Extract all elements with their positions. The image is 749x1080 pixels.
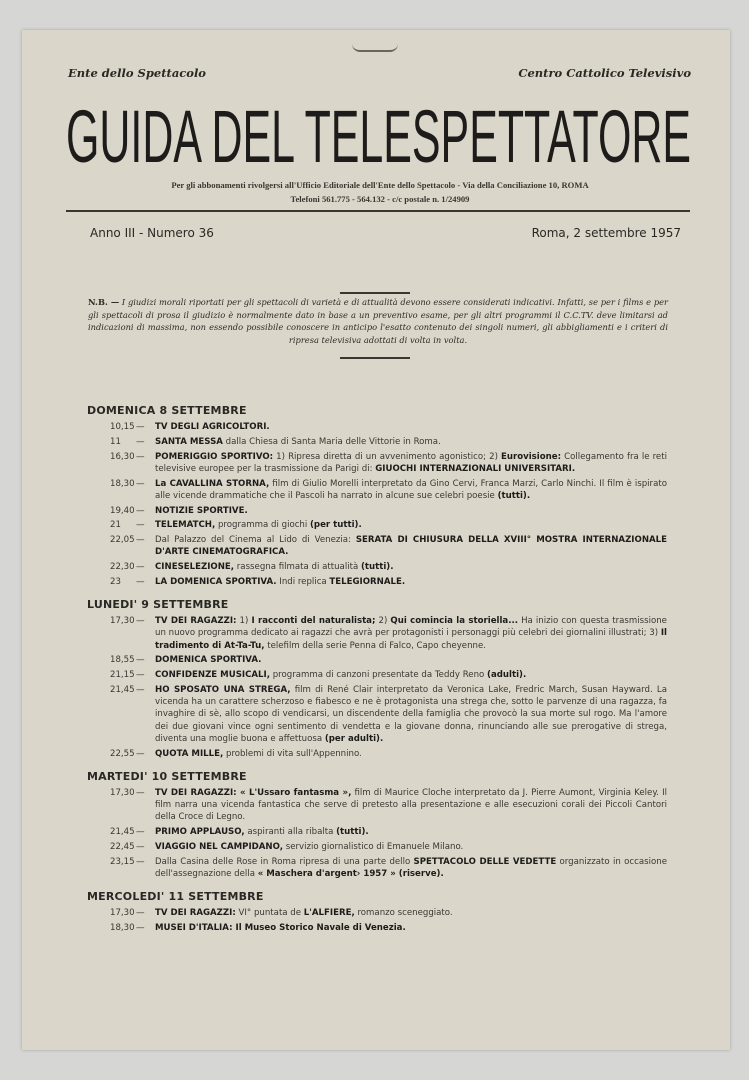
entry-text: Ha inizio con questa trasmissione un nuovo programma dedicato ai ragazzi che avrà per protagonisti i personaggi più celebri dei giornalini illustrati; 3) bbox=[155, 616, 667, 639]
entry-text: Indi replica bbox=[276, 576, 330, 587]
issue-date: Roma, 2 settembre 1957 bbox=[531, 226, 681, 240]
entry-dash: — bbox=[136, 655, 145, 666]
entry-text: Dalla Casina delle Rose in Roma ripresa di una parte dello bbox=[155, 856, 414, 867]
entry-dash: — bbox=[136, 422, 145, 432]
day-heading: MERCOLEDI' 11 SETTEMBRE bbox=[87, 890, 264, 903]
entry-text: telefilm della serie Penna di Falco, Capo cheyenne. bbox=[264, 640, 486, 651]
entry-text: programma di canzoni presentate da Teddy Reno bbox=[269, 670, 488, 681]
entry-time: 21,45 bbox=[110, 684, 135, 695]
entry-dash: — bbox=[136, 787, 145, 798]
entry-time: 21 bbox=[110, 520, 121, 531]
header-rule bbox=[66, 210, 690, 212]
program-schedule bbox=[87, 404, 667, 937]
entry-dash: — bbox=[136, 535, 145, 546]
entry-dash: — bbox=[136, 922, 145, 933]
entry-time: 23 bbox=[110, 576, 121, 587]
schedule-entry bbox=[87, 856, 667, 880]
entry-dash: — bbox=[136, 684, 145, 695]
entry-dash: — bbox=[136, 520, 145, 531]
schedule-entry bbox=[87, 534, 667, 558]
entry-dash: — bbox=[136, 436, 145, 447]
entry-bold-text: LA DOMENICA SPORTIVA. bbox=[155, 576, 277, 587]
schedule-entry bbox=[87, 669, 667, 681]
entry-time: 22,30 bbox=[110, 562, 135, 573]
entry-dash: — bbox=[136, 451, 145, 462]
entry-time: 17,30 bbox=[110, 908, 135, 918]
entry-bold-text: GIUOCHI INTERNAZIONALI UNIVERSITARI. bbox=[375, 463, 576, 474]
day-heading: LUNEDI' 9 SETTEMBRE bbox=[87, 598, 229, 612]
schedule-entry bbox=[87, 748, 667, 760]
schedule-entry bbox=[87, 826, 667, 838]
entry-text: problemi di vita sull'Appennino. bbox=[223, 748, 362, 759]
entry-bold-text: TV DEI RAGAZZI: bbox=[155, 908, 236, 918]
day-heading: MARTEDI' 10 SETTEMBRE bbox=[87, 769, 247, 783]
entry-description bbox=[155, 841, 667, 853]
entry-dash: — bbox=[136, 748, 145, 759]
entry-text: Dal Palazzo del Cinema al Lido di Venezia: bbox=[155, 535, 356, 546]
nota-bene bbox=[88, 296, 668, 346]
entry-dash: — bbox=[136, 616, 145, 627]
entry-bold-text: TELEMATCH, bbox=[155, 520, 216, 531]
entry-description bbox=[155, 519, 667, 531]
schedule-entry bbox=[87, 615, 667, 652]
entry-text: 1) bbox=[236, 616, 252, 627]
entry-bold-text: « Maschera d'argent› 1957 » (riserve). bbox=[257, 868, 444, 879]
entry-description bbox=[155, 505, 667, 517]
entry-description bbox=[155, 922, 667, 934]
entry-text: servizio giornalistico di Emanuele Milano. bbox=[283, 841, 464, 852]
entry-time: 22,45 bbox=[110, 841, 135, 852]
entry-dash: — bbox=[136, 856, 145, 867]
entry-description bbox=[155, 615, 667, 652]
entry-bold-text: TV DEGLI AGRICOLTORI. bbox=[155, 422, 270, 432]
entry-time: 17,30 bbox=[110, 787, 135, 798]
entry-time: 18,30 bbox=[110, 478, 135, 489]
entry-time: 10,15 bbox=[110, 422, 135, 432]
entry-bold-text: (per adulti). bbox=[324, 733, 384, 744]
publisher-right: Centro Cattolico Televisivo bbox=[518, 66, 691, 80]
entry-bold-text: (per tutti). bbox=[310, 520, 362, 531]
contact-info: Telefoni 561.775 - 564.132 - c/c postale n. 1/24909 bbox=[290, 194, 470, 204]
entry-time: 21,15 bbox=[110, 670, 135, 681]
day-heading: DOMENICA 8 SETTEMBRE bbox=[87, 404, 247, 417]
entry-description bbox=[155, 478, 667, 502]
entry-text: Collegamento fra le reti televisive europee per la trasmissione da Parigi di: bbox=[155, 451, 667, 474]
entry-time: 23,15 bbox=[110, 856, 135, 867]
entry-description bbox=[155, 684, 667, 745]
schedule-entry bbox=[87, 436, 667, 448]
entry-time: 11 bbox=[110, 436, 121, 447]
entry-dash: — bbox=[136, 576, 145, 587]
divider-bottom bbox=[340, 357, 410, 359]
issue-number: Anno III - Numero 36 bbox=[90, 226, 214, 240]
nb-text: I giudizi morali riportati per gli spettacoli di varietà e di attualità devono essere considerati indicativi. Infatti, se per i films e per gli spettacoli di prosa il giudizio è normalmente dato in base a un preventivo esame, per gli altri programmi il C.C.TV. deve limitarsi ad indicazioni di massima, non essendo possibile conoscere in anticipo l'esatto contenuto dei singoli numeri, gli abbigliamenti e i criteri di ripresa televisiva adottati di volta in volta. bbox=[88, 297, 669, 345]
entry-time: 19,40 bbox=[110, 505, 135, 516]
entry-text: film di Giulio Morelli interpretato da Gino Cervi, Franca Marzi, Carlo Ninchi. Il film è ispirato alle vicende drammatiche che il Pascoli ha narrato in alcune sue celebri poesie bbox=[155, 478, 667, 501]
entry-text: 2) bbox=[375, 616, 391, 627]
schedule-entry bbox=[87, 561, 667, 573]
entry-time: 17,30 bbox=[110, 616, 135, 627]
entry-text: romanzo sceneggiato. bbox=[354, 908, 453, 918]
entry-bold-text: TELEGIORNALE. bbox=[329, 576, 406, 587]
entry-time: 18,30 bbox=[110, 922, 135, 933]
entry-text: aspiranti alla ribalta bbox=[244, 827, 337, 837]
entry-text: 1) Ripresa diretta di un avvenimento agonistico; 2) bbox=[273, 451, 501, 462]
entry-bold-text: Il tradimento di At-Ta-Tu, bbox=[155, 628, 667, 651]
entry-bold-text: CINESELEZIONE, bbox=[155, 562, 235, 573]
masthead-title bbox=[64, 90, 694, 182]
masthead-title-text: GUIDA DEL TELESPETTATORE bbox=[66, 95, 691, 178]
entry-text: dalla Chiesa di Santa Maria delle Vittorie in Roma. bbox=[222, 436, 441, 447]
schedule-entry bbox=[87, 907, 667, 919]
schedule-entry bbox=[87, 576, 667, 588]
entry-time: 21,45 bbox=[110, 827, 135, 837]
entry-bold-text: TV DEI RAGAZZI: « L'Ussaro fantasma », bbox=[155, 787, 352, 798]
entry-bold-text: Qui comincia la storiella... bbox=[390, 616, 519, 627]
schedule-entry bbox=[87, 787, 667, 824]
schedule-entry bbox=[87, 421, 667, 433]
schedule-entry bbox=[87, 922, 667, 934]
entry-bold-text: SANTA MESSA bbox=[155, 436, 223, 447]
entry-dash: — bbox=[136, 670, 145, 681]
entry-dash: — bbox=[136, 505, 145, 516]
entry-description bbox=[155, 654, 667, 666]
entry-bold-text: L'ALFIERE, bbox=[303, 908, 355, 918]
entry-description bbox=[155, 561, 667, 573]
entry-time: 18,55 bbox=[110, 655, 135, 666]
entry-bold-text: NOTIZIE SPORTIVE. bbox=[155, 505, 248, 516]
entry-bold-text: VIAGGIO NEL CAMPIDANO, bbox=[155, 841, 283, 852]
entry-text: programma di giochi bbox=[215, 520, 310, 531]
entry-text: organizzato in occasione dell'assegnazione della bbox=[155, 856, 667, 879]
entry-text: VI° puntata de bbox=[235, 908, 304, 918]
nb-label: N.B. — bbox=[88, 297, 120, 307]
entry-dash: — bbox=[136, 562, 145, 573]
entry-description bbox=[155, 451, 667, 475]
entry-bold-text: (tutti). bbox=[360, 562, 394, 573]
entry-bold-text: SERATA DI CHIUSURA DELLA XVIII° MOSTRA INTERNAZIONALE D'ARTE CINEMATOGRAFICA. bbox=[155, 535, 668, 558]
entry-time: 22,55 bbox=[110, 748, 135, 759]
schedule-entry bbox=[87, 654, 667, 666]
entry-description bbox=[155, 576, 667, 588]
entry-description bbox=[155, 748, 667, 760]
entry-description bbox=[155, 826, 667, 838]
entry-description bbox=[155, 534, 667, 558]
schedule-entry bbox=[87, 478, 667, 502]
schedule-entry bbox=[87, 505, 667, 517]
entry-text: film di René Clair interpretato da Veronica Lake, Fredric March, Susan Hayward. La vicenda ha un carattere scherzoso e fiabesco e ne è protagonista una strega che, sotto le parvenze di una ragazza, fa invaghire di sè, allo scopo di vendicarsi, un discendente della famiglia che provocò la sua morte sul rogo. Ma l'amore dei due giovani vince ogni sentimento di vendetta e la giovane donna, rinunciando alle sue prerogative di strega, diventa una moglie buona e affettuosa bbox=[155, 684, 667, 744]
entry-bold-text: I racconti del naturalista; bbox=[251, 616, 376, 627]
entry-description bbox=[155, 421, 667, 433]
entry-bold-text: POMERIGGIO SPORTIVO: bbox=[155, 451, 274, 462]
entry-bold-text: HO SPOSATO UNA STREGA, bbox=[155, 684, 291, 695]
entry-bold-text: MUSEI D'ITALIA: Il Museo Storico Navale di Venezia. bbox=[155, 922, 406, 933]
entry-dash: — bbox=[136, 908, 145, 918]
subscription-info: Per gli abbonamenti rivolgersi all'Ufficio Editoriale dell'Ente dello Spettacolo - Via della Conciliazione 10, ROMA bbox=[171, 180, 589, 190]
entry-bold-text: La CAVALLINA STORNA, bbox=[155, 478, 270, 489]
entry-dash: — bbox=[136, 827, 145, 837]
entry-bold-text: (tutti). bbox=[336, 827, 369, 837]
entry-description bbox=[155, 669, 667, 681]
entry-description bbox=[155, 907, 667, 919]
entry-time: 22,05 bbox=[110, 535, 135, 546]
entry-time: 16,30 bbox=[110, 451, 135, 462]
entry-bold-text: SPETTACOLO DELLE VEDETTE bbox=[413, 856, 557, 867]
publisher-left: Ente dello Spettacolo bbox=[68, 66, 206, 80]
entry-bold-text: (adulti). bbox=[487, 670, 527, 681]
schedule-entry bbox=[87, 841, 667, 853]
entry-bold-text: Eurovisione: bbox=[501, 451, 562, 462]
schedule-entry bbox=[87, 684, 667, 745]
entry-bold-text: DOMENICA SPORTIVA. bbox=[155, 655, 262, 666]
entry-text: rassegna filmata di attualità bbox=[234, 562, 361, 573]
schedule-entry bbox=[87, 451, 667, 475]
entry-bold-text: PRIMO APPLAUSO, bbox=[155, 827, 245, 837]
entry-dash: — bbox=[136, 841, 145, 852]
divider-top bbox=[340, 292, 410, 294]
schedule-entry bbox=[87, 519, 667, 531]
entry-bold-text: TV DEI RAGAZZI: bbox=[155, 616, 237, 627]
entry-bold-text: CONFIDENZE MUSICALI, bbox=[155, 670, 270, 681]
entry-description bbox=[155, 787, 667, 824]
entry-text: film di Maurice Cloche interpretato da J. Pierre Aumont, Virginia Keley. Il film narra una vicenda fantastica che serve di pretesto alla presentazione e alle esecuzioni corali dei Piccoli Cantori della Croce di Legno. bbox=[155, 787, 667, 823]
entry-description bbox=[155, 856, 667, 880]
hanging-tab bbox=[352, 36, 398, 52]
entry-description bbox=[155, 436, 667, 448]
entry-dash: — bbox=[136, 478, 145, 489]
entry-bold-text: QUOTA MILLE, bbox=[155, 748, 224, 759]
entry-bold-text: (tutti). bbox=[497, 490, 531, 501]
